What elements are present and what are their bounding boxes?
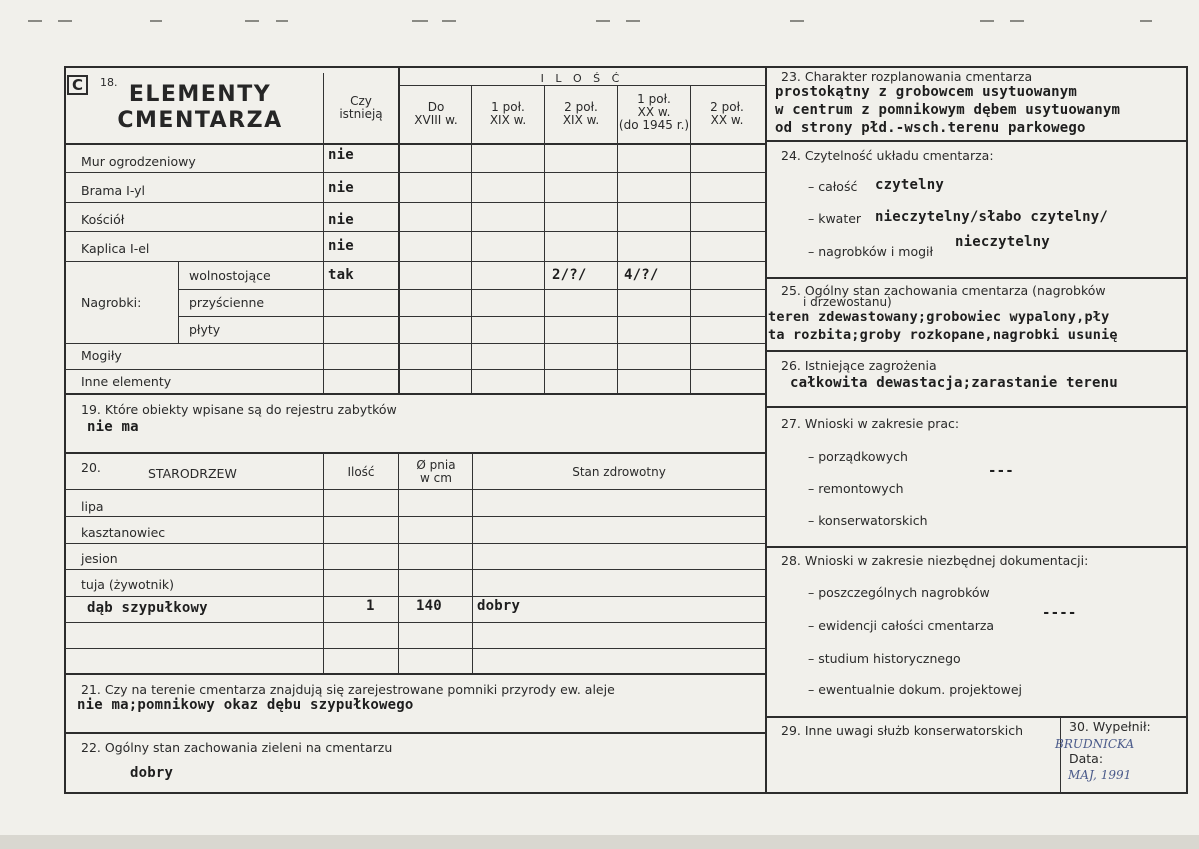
section-rule: [766, 350, 1188, 352]
period-header-5: 2 poł. XX w.: [710, 100, 744, 127]
tree-row-linden: lipa: [81, 499, 104, 514]
q24-item-graves: – nagrobków i mogił: [808, 244, 934, 259]
row-rule: [65, 596, 765, 597]
row-rule: [65, 543, 765, 544]
tree-row-ash: jesion: [81, 551, 118, 566]
q24-answer-whole: czytelny: [875, 177, 945, 193]
tree-oak-health: dobry: [477, 598, 521, 614]
row-rule: [179, 316, 765, 317]
q28-item-history: – studium historycznego: [808, 651, 961, 666]
row-rule: [65, 489, 765, 490]
guide-mark: [150, 20, 162, 22]
value-gate: nie: [328, 180, 354, 196]
q24-item-quarters: – kwater: [808, 211, 862, 226]
q28-item-design: – ewentualnie dokum. projektowej: [808, 682, 1023, 697]
value-freestanding-period4: 4/?/: [624, 267, 659, 283]
section-number: 18.: [100, 76, 118, 89]
q27-item-conservation: – konserwatorskich: [808, 513, 928, 528]
ilosc-header: I L O Ś Ć: [540, 72, 624, 85]
panel-divider: [765, 67, 767, 793]
section-rule: [766, 140, 1188, 142]
section-rule: [65, 452, 765, 454]
q26-label: 26. Istniejące zagrożenia: [781, 358, 937, 373]
value-freestanding: tak: [328, 267, 354, 283]
guide-mark: [1140, 20, 1152, 22]
tree-row-thuja: tuja (żywotnik): [81, 577, 175, 592]
grid-line: [471, 85, 472, 393]
guide-mark: [276, 20, 288, 22]
period-header-1: Do XVIII w.: [414, 100, 458, 127]
row-rule: [65, 343, 765, 344]
q23-line-2: w centrum z pomnikowym dębem usytuowanym: [775, 102, 1121, 118]
value-wall: nie: [328, 147, 354, 163]
q24-answer-graves: nieczytelny: [955, 234, 1050, 250]
value-freestanding-period3: 2/?/: [552, 267, 587, 283]
value-chapel: nie: [328, 238, 354, 254]
grid-line: [178, 262, 179, 343]
grid-line: [617, 85, 618, 393]
row-rule: [65, 261, 765, 262]
grid-line: [1060, 717, 1061, 793]
guide-mark: [412, 20, 428, 22]
q25-label: 25. Ogólny stan zachowania cmentarza (nagrobków: [781, 283, 1106, 298]
guide-mark: [1010, 20, 1024, 22]
grid-line: [398, 453, 399, 673]
guide-mark: [28, 20, 42, 22]
row-label-other: Inne elementy: [81, 374, 172, 389]
guide-mark: [596, 20, 610, 22]
q22-label: 22. Ogólny stan zachowania zieleni na cmentarzu: [81, 740, 393, 755]
q28-item-gravestones: – poszczególnych nagrobków: [808, 585, 990, 600]
q23-line-1: prostokątny z grobowcem usytuowanym: [775, 84, 1078, 100]
grid-line: [690, 85, 691, 393]
q23-line-3: od strony płd.-wsch.terenu parkowego: [775, 120, 1086, 136]
q21-answer: nie ma;pomnikowy okaz dębu szypułkowego: [77, 697, 414, 713]
section-rule: [65, 673, 765, 675]
q19-label: 19. Które obiekty wpisane są do rejestru zabytków: [81, 402, 397, 417]
grid-line: [323, 73, 324, 393]
q22-answer: dobry: [130, 765, 174, 781]
row-rule: [179, 289, 765, 290]
q25-line-1: teren zdewastowany;grobowiec wypalony,pły: [768, 309, 1110, 325]
q21-label: 21. Czy na terenie cmentarza znajdują się zarejestrowane pomniki przyrody ew. aleje: [81, 682, 615, 697]
tree-oak-diameter: 140: [416, 598, 442, 614]
q25-label-2: i drzewostanu): [803, 295, 892, 309]
value-church: nie: [328, 212, 354, 228]
guide-mark: [442, 20, 456, 22]
q24-label: 24. Czytelność układu cmentarza:: [781, 148, 994, 163]
row-label-chapel: Kaplica I-el: [81, 241, 150, 256]
q30-date-label: Data:: [1069, 751, 1104, 766]
q27-label: 27. Wnioski w zakresie prac:: [781, 416, 960, 431]
card-shadow-edge: [0, 835, 1199, 849]
row-rule: [65, 516, 765, 517]
row-rule: [65, 622, 765, 623]
row-label-wall: Mur ogrodzeniowy: [81, 154, 196, 169]
q30-filled-by: BRUDNICKA: [1055, 737, 1135, 751]
col-exists-header: Czy istnieją: [339, 94, 383, 121]
row-label-freestanding: wolnostojące: [189, 268, 271, 283]
section-letter-box: C: [67, 75, 88, 95]
row-label-gravestones: Nagrobki:: [81, 295, 142, 310]
guide-mark: [980, 20, 994, 22]
q30-label: 30. Wypełnił:: [1069, 719, 1151, 734]
section-rule: [766, 406, 1188, 408]
grid-line: [544, 85, 545, 393]
q19-answer: nie ma: [87, 419, 139, 435]
section-rule: [766, 716, 1188, 718]
row-label-slabs: płyty: [189, 322, 221, 337]
row-rule: [65, 569, 765, 570]
q27-item-renovation: – remontowych: [808, 481, 904, 496]
row-rule: [65, 648, 765, 649]
section-rule: [65, 732, 765, 734]
row-rule: [65, 369, 765, 370]
q28-answer: ----: [1042, 605, 1077, 621]
guide-mark: [58, 20, 72, 22]
period-header-3: 2 poł. XIX w.: [562, 100, 600, 127]
period-header-4: 1 poł. XX w. (do 1945 r.): [618, 92, 690, 132]
guide-mark: [626, 20, 640, 22]
row-label-church: Kościół: [81, 212, 125, 227]
q30-date: MAJ, 1991: [1068, 768, 1132, 782]
q27-answer: ---: [988, 463, 1014, 479]
q26-answer: całkowita dewastacja;zarastanie terenu: [790, 375, 1118, 391]
period-header-2: 1 poł. XIX w.: [489, 100, 527, 127]
q20-title: STARODRZEW: [148, 466, 237, 481]
q29-label: 29. Inne uwagi służb konserwatorskich: [781, 723, 1023, 738]
row-rule: [65, 231, 765, 232]
header-rule: [65, 143, 765, 145]
q28-label: 28. Wnioski w zakresie niezbędnej dokumentacji:: [781, 553, 1089, 568]
q27-item-order: – porządkowych: [808, 449, 908, 464]
section-title: ELEMENTY CMENTARZA: [117, 82, 283, 133]
row-rule: [65, 172, 765, 173]
q20-number: 20.: [81, 460, 101, 475]
ilosc-rule: [399, 85, 765, 86]
row-label-wall-mounted: przyścienne: [189, 295, 265, 310]
row-label-graves: Mogiły: [81, 348, 122, 363]
q23-label: 23. Charakter rozplanowania cmentarza: [781, 69, 1033, 84]
guide-mark: [790, 20, 804, 22]
q24-answer-quarters: nieczytelny/słabo czytelny/: [875, 209, 1108, 225]
row-rule: [65, 202, 765, 203]
tree-row-oak: dąb szypułkowy: [87, 600, 208, 616]
tree-row-chestnut: kasztanowiec: [81, 525, 166, 540]
grid-line: [323, 453, 324, 673]
section-rule: [766, 546, 1188, 548]
q25-line-2: ta rozbita;groby rozkopane,nagrobki usunię: [768, 327, 1118, 343]
q28-item-records: – ewidencji całości cmentarza: [808, 618, 995, 633]
section-rule: [766, 277, 1188, 279]
grid-line: [398, 67, 400, 393]
tree-oak-count: 1: [366, 598, 375, 614]
col-count-header: Ilość: [347, 465, 375, 479]
guide-mark: [245, 20, 259, 22]
q24-item-whole: – całość: [808, 179, 858, 194]
grid-line: [472, 453, 473, 673]
col-diameter-header: Ø pnia w cm: [416, 458, 456, 485]
section-rule: [65, 393, 765, 395]
col-health-header: Stan zdrowotny: [572, 465, 666, 479]
row-label-gate: Brama I-yl: [81, 183, 146, 198]
